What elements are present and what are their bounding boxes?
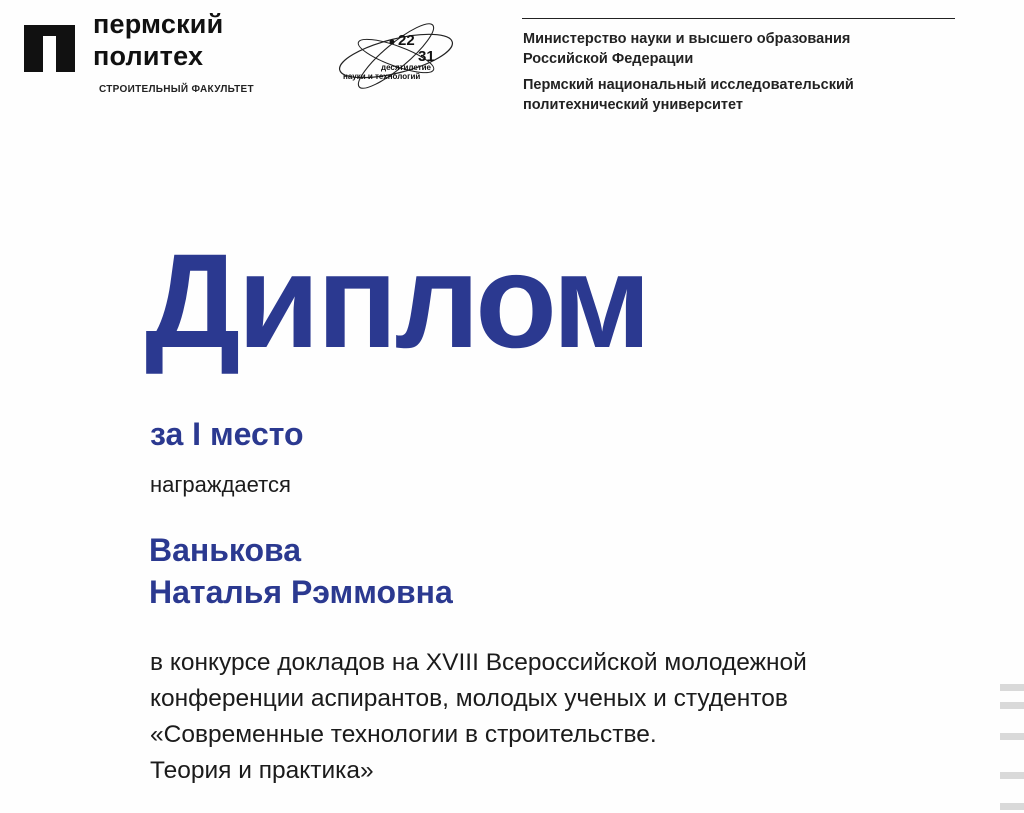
diploma-title: Диплом [145,227,649,376]
award-description [150,645,807,789]
scan-mark [1000,803,1024,810]
university-line-2: политехнический университет [523,97,743,113]
emblem-caption-2: науки и технологий [343,72,421,81]
university-line-1: Пермский национальный исследовательский [523,77,854,93]
scan-mark [1000,702,1024,709]
ministry-line-2: Российской Федерации [523,51,694,67]
scan-mark [1000,733,1024,740]
emblem-number-bottom: 31 [418,48,435,65]
ministry-divider [522,18,955,19]
description-line-3: «Современные технологии в строительстве. [150,721,657,748]
description-line-2: конференции аспирантов, молодых ученых и студентов [150,685,788,712]
recipient-name [149,529,453,613]
awarded-label: награждается [150,472,291,497]
emblem-caption-1: десятилетие [381,63,431,72]
description-line-4: Теория и практика» [150,757,374,784]
ministry-block [523,29,854,115]
description-line-1: в конкурсе докладов на XVIII Всероссийской молодежной [150,649,807,676]
scan-mark [1000,772,1024,779]
recipient-surname: Ванькова [149,532,302,568]
logo-line-1: пермский [93,9,224,39]
decade-of-science-emblem [333,16,463,96]
scan-mark [1000,684,1024,691]
ministry-line-1: Министерство науки и высшего образования [523,31,851,47]
logo-line-2: политех [93,41,204,71]
award-place: за I место [150,416,304,452]
university-logo-icon [24,25,75,72]
emblem-number-top: 22 [398,32,415,49]
university-logo-text [93,8,223,72]
recipient-given-names: Наталья Рэммовна [149,574,453,610]
faculty-name: СТРОИТЕЛЬНЫЙ ФАКУЛЬТЕТ [99,84,254,95]
